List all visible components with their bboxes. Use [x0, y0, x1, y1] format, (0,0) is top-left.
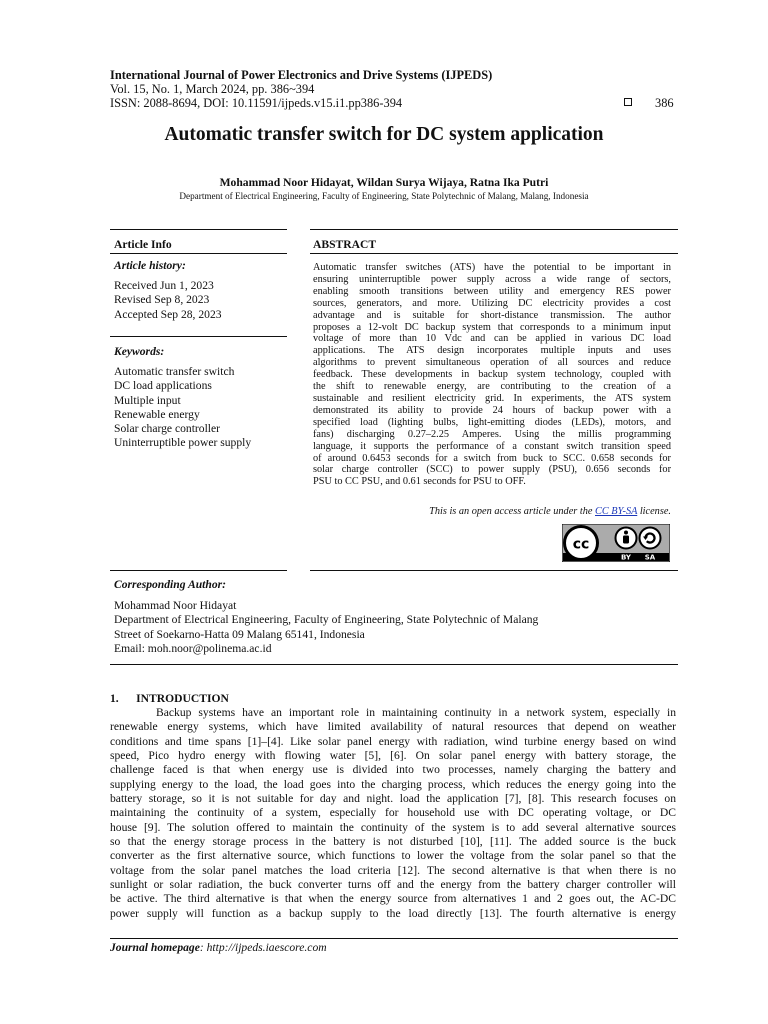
keywords-heading: Keywords: [114, 345, 165, 358]
abstract-line: sources, generators, and more. Utilizing DC electricity provides a cost [313, 297, 671, 309]
corresponding-author-block [114, 599, 538, 656]
abstract-line: algorithms to prevent simultaneous operation of all sources and reduce [313, 357, 671, 369]
abstract-line: advantage and is suitable for short-distance transmission. The author [313, 309, 671, 321]
section-number: 1. [110, 692, 119, 705]
keyword-item: Multiple input [114, 393, 181, 407]
abstract-line: demonstrated its ability to provide 24 hours of backup power with a [313, 404, 671, 416]
abstract-line: fans) discharging 0.27–2.25 Amperes. Using the millis programming [313, 428, 671, 440]
badge-sa-text: SA [644, 553, 656, 562]
article-info-heading-rule [110, 253, 287, 254]
footer-rule [110, 938, 678, 939]
corresponding-name: Mohammad Noor Hidayat [114, 599, 237, 612]
keywords-list [114, 365, 251, 451]
keyword-item: Uninterruptible power supply [114, 436, 252, 450]
cc-by-sa-link[interactable]: CC BY-SA [595, 506, 638, 517]
history-received: Received Jun 1, 2023 [114, 279, 214, 292]
body-line: Backup systems have an important role in maintaining continuity in a network system, especially in [156, 706, 676, 719]
body-line: supplying energy to the load, the load goes into the charging process, which reduces the energy going into the [110, 777, 676, 791]
article-info-top-rule [110, 229, 287, 230]
abstract-line: solar charge controller (SCC) to power supply (PSU), 0.656 seconds for [313, 464, 671, 476]
section-heading-introduction [110, 692, 229, 705]
body-line: be active. The third alternative is that when the energy source from alternatives 1 and 2 goes out, the AC-DC [110, 892, 676, 906]
abstract-line: sustainable and resilient electricity grid. In experiments, the ATS system [313, 392, 671, 404]
footer-url[interactable]: : http://ijpeds.iaescore.com [199, 941, 327, 954]
history-heading: Article history: [114, 259, 186, 272]
article-info-bottom-rule [110, 570, 287, 571]
footer-label: Journal homepage [110, 941, 200, 954]
abstract-top-rule [310, 229, 678, 230]
corresponding-address: Street of Soekarno-Hatta 09 Malang 65141, Indonesia [114, 627, 365, 641]
body-line: so that the energy storage process in the battery is not disturbed [10], [11]. The added source is the buck [110, 835, 676, 849]
cc-by-sa-badge-icon[interactable] [562, 524, 670, 562]
history-accepted: Accepted Sep 28, 2023 [114, 307, 222, 321]
article-info-divider [110, 336, 287, 337]
body-line: house [9]. The solution offered to maintain the continuity of the system is to add several alternative sources [110, 820, 676, 834]
body-line: converter as the first alternative source, which functions to lower the voltage from the solar panel so that the [110, 849, 676, 863]
abstract-line: of around 0.6453 seconds for a switch from buck to SCC. 0.658 seconds for [313, 452, 671, 464]
abstract-line: language, it supports the performance of a constant switch transition speed [313, 440, 671, 452]
abstract-line: ensuring uninterruptible power supply across a wide range of sectors, [313, 273, 671, 285]
section-title: INTRODUCTION [136, 692, 229, 705]
paper-title: Automatic transfer switch for DC system application [164, 124, 604, 145]
page-number: 386 [655, 96, 674, 110]
license-statement [313, 506, 671, 517]
corresponding-department: Department of Electrical Engineering, Faculty of Engineering, State Polytechnic of Malang [114, 613, 539, 627]
history-list [114, 279, 222, 322]
badge-cc-text: cc [572, 536, 590, 553]
abstract-line: proposes a 12-volt DC backup system that corresponds to a minimum input [313, 321, 671, 333]
keyword-item: Automatic transfer switch [114, 365, 235, 378]
corresponding-email[interactable]: Email: moh.noor@polinema.ac.id [114, 641, 272, 655]
keyword-item: Solar charge controller [114, 422, 221, 436]
abstract-line: feedback. These developments in backup system technology, coupled with [313, 369, 671, 381]
abstract-bottom-rule [310, 570, 678, 571]
abstract-heading-rule [310, 253, 678, 254]
keyword-item: Renewable energy [114, 407, 200, 421]
badge-by-text: BY [620, 553, 632, 562]
abstract-line: enabling smooth transitions between utility and emergency RES power [313, 285, 671, 297]
corresponding-bottom-rule [110, 664, 678, 665]
abstract-line: the shift to renewable energy, are contributing to the creation of a [313, 381, 671, 393]
abstract-line: Automatic transfer switches (ATS) have the potential to be important in [313, 262, 671, 273]
body-line: battery storage, so it is not suitable for day and night. load the application [7], [8]. This research focuses on [110, 792, 676, 806]
journal-homepage-footer [110, 941, 327, 954]
journal-name: International Journal of Power Electronics and Drive Systems (IJPEDS) [110, 68, 493, 82]
abstract-line: specified load (lighting bulbs, light-emitting diodes (LEDs), motors, and [313, 416, 671, 428]
history-revised: Revised Sep 8, 2023 [114, 293, 210, 307]
corresponding-heading: Corresponding Author: [114, 578, 227, 591]
square-bullet-icon [624, 98, 632, 106]
keyword-item: DC load applications [114, 379, 212, 393]
abstract-line: voltage of more than 10 Vdc and can be applied in various DC load [313, 333, 671, 345]
body-line: conditions and time spans [1]–[4]. Like solar panel energy with radiation, wind turbine energy based on wind [110, 734, 676, 748]
body-line: maintaining the continuity of a system, especially for household use with DC operating voltage, or DC [110, 806, 676, 820]
journal-issn-line: ISSN: 2088-8694, DOI: 10.11591/ijpeds.v15.i1.pp386-394 [110, 96, 403, 110]
license-suffix: license. [637, 506, 671, 517]
body-line: speed, Pico hydro energy with flowing water [5], [6]. On solar panel energy with battery storage, the [110, 749, 676, 763]
paper-authors: Mohammad Noor Hidayat, Wildan Surya Wijaya, Ratna Ika Putri [219, 176, 549, 189]
article-info-heading: Article Info [114, 238, 172, 251]
body-line: power supply will function as a backup supply to the load directly [13]. The fourth alternative is energy [110, 906, 676, 920]
abstract-heading: ABSTRACT [313, 238, 377, 251]
abstract-text [313, 262, 671, 488]
journal-volume-line: Vol. 15, No. 1, March 2024, pp. 386~394 [110, 82, 315, 96]
license-prefix: This is an open access article under the [429, 506, 595, 517]
paper-affiliation: Department of Electrical Engineering, Faculty of Engineering, State Polytechnic of Malang, Malang, Indonesia [179, 191, 589, 201]
abstract-line: applications. The ATS design incorporates multiple inputs and uses [313, 345, 671, 357]
body-line: challenge faced is that when energy use is divided into two processes, namely charging the battery and [110, 763, 676, 777]
introduction-body [110, 706, 676, 921]
abstract-line: PSU to CC PSU, and 0.61 seconds for PSU to OFF. [313, 476, 526, 488]
body-line: sunlight or solar radiation, the buck converter turns off and the energy from the battery charger controller will [110, 878, 676, 892]
body-line: voltage from the solar panel matches the load criteria [12]. The second alternative is that when there is no [110, 863, 676, 877]
body-line: renewable energy systems, which have limited availability of natural resources that depend on weather [110, 720, 676, 734]
